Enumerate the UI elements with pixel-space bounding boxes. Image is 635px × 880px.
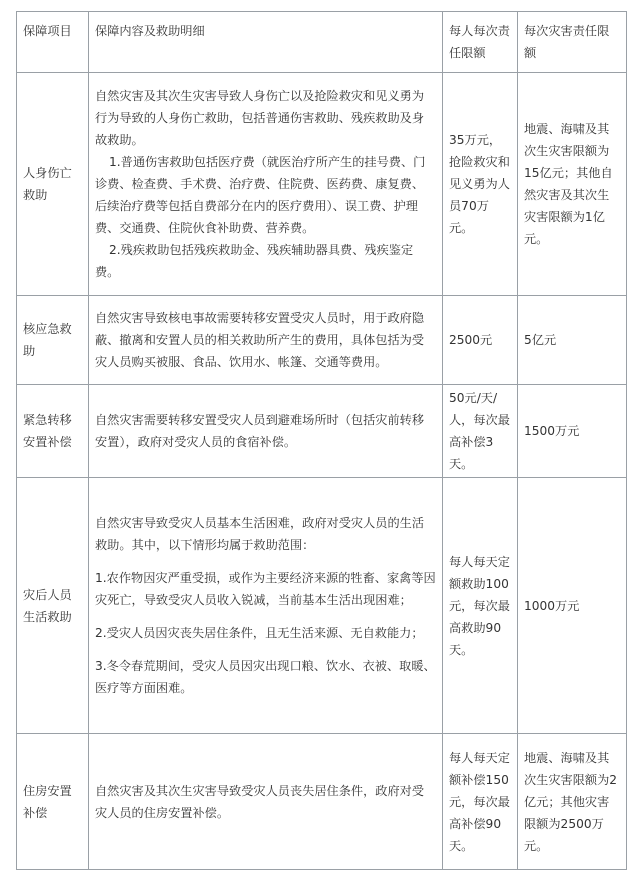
row-per-disaster-limit: 地震、海啸及其次生灾害限额为2亿元；其他灾害限额为2500万元。 — [518, 734, 627, 870]
row-item: 核应急救助 — [17, 296, 89, 385]
header-details: 保障内容及救助明细 — [89, 12, 443, 73]
row-item: 人身伤亡救助 — [17, 73, 89, 296]
row-per-disaster-limit: 5亿元 — [518, 296, 627, 385]
row-item: 住房安置补偿 — [17, 734, 89, 870]
detail-paragraph: 自然灾害导致核电事故需要转移安置受灾人员时，用于政府隐蔽、撤离和安置人员的相关救助所产生的费用，具体包括为受灾人员购买被服、食品、饮用水、帐篷、交通等费用。 — [95, 311, 425, 369]
row-per-person-limit: 50元/天/人，每次最高补偿3天。 — [443, 385, 518, 478]
detail-paragraph: 1.普通伤害救助包括医疗费（就医治疗所产生的挂号费、门诊费、检查费、手术费、治疗费、住院费、医药费、康复费、后续治疗费等包括自费部分在内的医疗费用）、误工费、护理费、交通费、住院伙食补助费、营养费。 — [95, 155, 426, 235]
detail-paragraph: 2.残疾救助包括残疾救助金、残疾辅助器具费、残疾鉴定费。 — [95, 243, 414, 279]
row-details — [89, 478, 443, 734]
row-details — [89, 734, 443, 870]
detail-paragraph: 自然灾害需要转移安置受灾人员到避难场所时（包括灾前转移安置），政府对受灾人员的食宿补偿。 — [95, 413, 425, 449]
row-details — [89, 296, 443, 385]
table-row — [17, 385, 627, 478]
detail-paragraph: 1.农作物因灾严重受损，或作为主要经济来源的牲畜、家禽等因灾死亡，导致受灾人员收入锐减，当前基本生活出现困难； — [95, 571, 436, 607]
table-row — [17, 73, 627, 296]
row-per-person-limit: 2500元 — [443, 296, 518, 385]
row-item: 紧急转移安置补偿 — [17, 385, 89, 478]
header-per-person-limit: 每人每次责任限额 — [443, 12, 518, 73]
row-per-person-limit: 35万元，抢险救灾和见义勇为人员70万元。 — [443, 73, 518, 296]
row-details — [89, 73, 443, 296]
table-row — [17, 296, 627, 385]
header-item: 保障项目 — [17, 12, 89, 73]
table-header-row — [17, 12, 627, 73]
row-item: 灾后人员生活救助 — [17, 478, 89, 734]
detail-paragraph: 自然灾害导致受灾人员基本生活困难，政府对受灾人员的生活救助。其中，以下情形均属于救助范围： — [95, 516, 425, 552]
coverage-table — [16, 11, 627, 870]
row-details — [89, 385, 443, 478]
row-per-person-limit: 每人每天定额补偿150元，每次最高补偿90天。 — [443, 734, 518, 870]
row-per-disaster-limit: 1500万元 — [518, 385, 627, 478]
detail-paragraph: 自然灾害及其次生灾害导致受灾人员丧失居住条件，政府对受灾人员的住房安置补偿。 — [95, 783, 425, 820]
row-per-disaster-limit: 1000万元 — [518, 478, 627, 734]
table-row — [17, 734, 627, 870]
detail-paragraph: 自然灾害及其次生灾害导致人身伤亡以及抢险救灾和见义勇为行为导致的人身伤亡救助，包括普通伤害救助、残疾救助及身故救助。 — [95, 89, 425, 147]
detail-paragraph: 2.受灾人员因灾丧失居住条件，且无生活来源、无自救能力； — [95, 626, 424, 640]
row-per-disaster-limit: 地震、海啸及其次生灾害限额为15亿元；其他自然灾害及其次生灾害限额为1亿元。 — [518, 73, 627, 296]
header-per-disaster-limit: 每次灾害责任限额 — [518, 12, 627, 73]
table-row — [17, 478, 627, 734]
detail-paragraph: 3.冬令春荒期间，受灾人员因灾出现口粮、饮水、衣被、取暖、医疗等方面困难。 — [95, 659, 436, 695]
row-per-person-limit: 每人每天定额救助100元，每次最高救助90天。 — [443, 478, 518, 734]
